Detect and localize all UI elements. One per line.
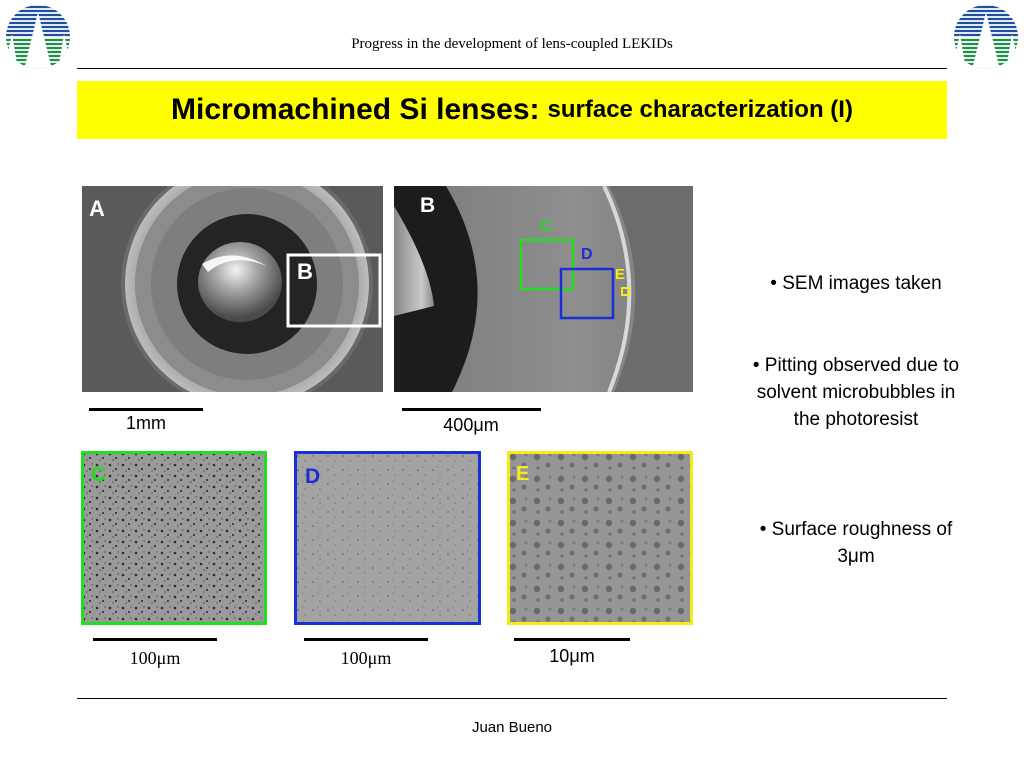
panel-e-label: E (516, 463, 530, 485)
panel-a-label: A (89, 196, 105, 221)
panel-c-label: C (91, 463, 107, 486)
scale-bar-a (89, 408, 203, 411)
slide-subtitle: surface characterization (I) (547, 96, 853, 123)
panel-b-region-c-label: C (540, 218, 552, 235)
scale-label-a: 1mm (126, 413, 166, 433)
scale-bar-c (93, 638, 217, 641)
slide-title-band (77, 81, 947, 139)
scale-bar-e (514, 638, 630, 641)
scale-label-d: 100μm (340, 648, 392, 668)
bullet-pitting: • Pitting observed due to solvent microbubbles in the photoresist (752, 355, 960, 430)
scale-bar-d (304, 638, 428, 641)
sem-image-d (294, 451, 481, 625)
bullet-roughness: • Surface roughness of 3μm (759, 519, 953, 567)
scale-label-e: 10μm (549, 646, 595, 666)
sem-image-e (507, 451, 693, 625)
panel-b-label: B (420, 194, 436, 217)
footer-divider (77, 698, 947, 699)
panel-d-label: D (305, 465, 321, 488)
scale-bar-b (402, 408, 541, 411)
footer-author: Juan Bueno (471, 719, 553, 736)
bullet-sem-images: • SEM images taken (770, 273, 942, 294)
panel-b-region-d-label: D (581, 246, 593, 263)
scale-label-c: 100μm (129, 648, 181, 668)
sem-image-a (82, 186, 383, 392)
sem-image-b (394, 186, 693, 392)
header-title: Progress in the development of lens-coupled LEKIDs (351, 36, 673, 52)
slide-title: Micromachined Si lenses: (171, 93, 540, 126)
scale-label-b: 400μm (443, 415, 499, 435)
panel-b-region-e-label: E (615, 266, 626, 283)
panel-b-region-label: B (297, 259, 313, 284)
header-divider (77, 68, 947, 69)
sem-image-c (81, 451, 267, 625)
